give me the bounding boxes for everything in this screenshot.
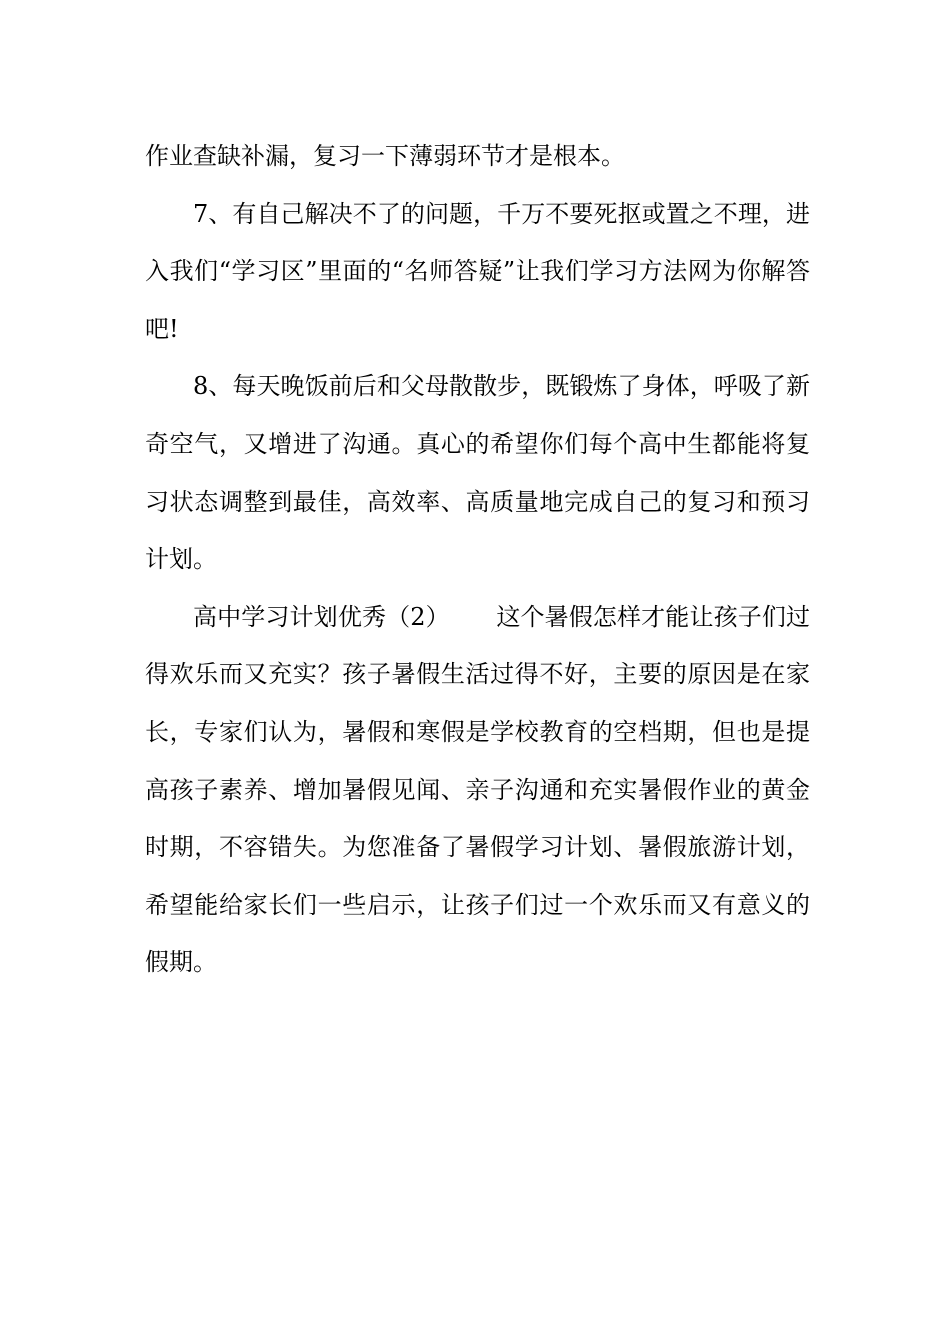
paragraph-item-8: 8、每天晚饭前后和父母散散步，既锻炼了身体，呼吸了新奇空气，又增进了沟通。真心的希望你们每个高中生都能将复习状态调整到最佳，高效率、高质量地完成自己的复习和预习计划。 xyxy=(145,372,810,574)
section-heading: 高中学习计划优秀（2） xyxy=(193,602,450,631)
heading-gap xyxy=(450,603,497,631)
document-body xyxy=(145,128,810,992)
section-paragraph xyxy=(145,589,810,992)
paragraph-continuation: 作业查缺补漏，复习一下薄弱环节才是根本。 xyxy=(145,142,625,170)
paragraph-item-7: 7、有自己解决不了的问题，千万不要死抠或置之不理，进入我们“学习区”里面的“名师答疑”让我们学习方法网为你解答吧! xyxy=(145,199,810,343)
section-text: 这个暑假怎样才能让孩子们过得欢乐而又充实？孩子暑假生活过得不好，主要的原因是在家长，专家们认为，暑假和寒假是学校教育的空档期，但也是提高孩子素养、增加暑假见闻、亲子沟通和充实暑假作业的黄金时期，不容错失。为您准备了暑假学习计划、暑假旅游计划，希望能给家长们一些启示，让孩子们过一个欢乐而又有意义的假期。 xyxy=(145,602,810,977)
